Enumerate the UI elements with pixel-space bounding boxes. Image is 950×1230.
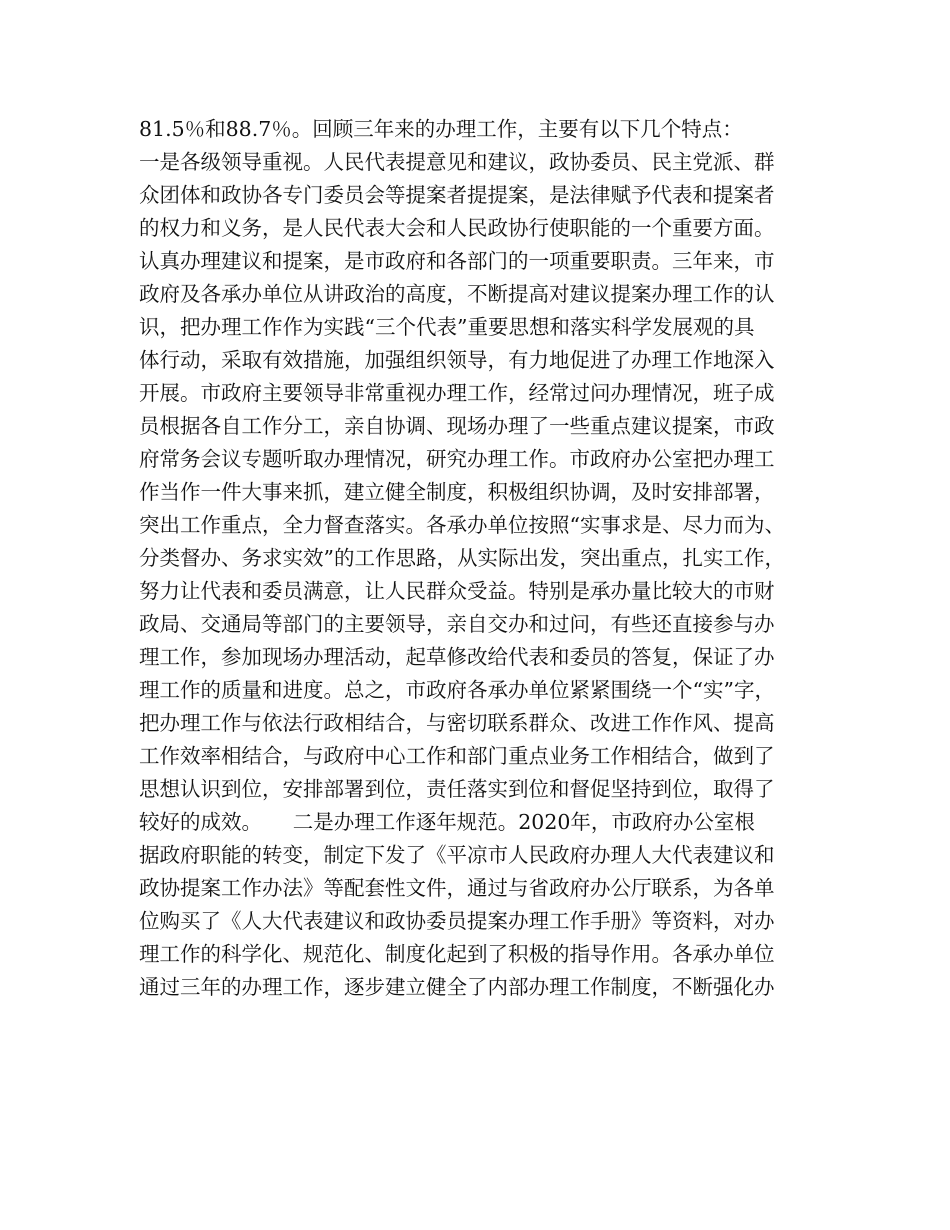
text-line-15: 努力让代表和委员满意，让人民群众受益。特别是承办量比较大的市财 <box>139 579 775 603</box>
text-line-26: 理工作的科学化、规范化、制度化起到了积极的指导作用。各承办单位 <box>139 942 775 966</box>
text-line-5: 认真办理建议和提案，是市政府和各部门的一项重要职责。三年来，市 <box>139 249 775 273</box>
body-text <box>139 113 829 1004</box>
text-line-14: 分类督办、务求实效”的工作思路，从实际出发，突出重点，扎实工作， <box>139 546 785 570</box>
text-line-19: 把办理工作与依法行政相结合，与密切联系群众、改进工作作风、提高 <box>139 711 775 735</box>
text-line-13: 突出工作重点，全力督查落实。各承办单位按照“实事求是、尽力而为、 <box>139 513 785 537</box>
text-line-7: 识，把办理工作作为实践“三个代表”重要思想和落实科学发展观的具 <box>139 315 755 339</box>
text-line-9: 开展。市政府主要领导非常重视办理工作，经常过问办理情况，班子成 <box>139 381 775 405</box>
text-line-4: 的权力和义务，是人民代表大会和人民政协行使职能的一个重要方面。 <box>139 216 775 240</box>
text-line-11: 府常务会议专题听取办理情况，研究办理工作。市政府办公室把办理工 <box>139 447 775 471</box>
text-line-23: 据政府职能的转变，制定下发了《平凉市人民政府办理人大代表建议和 <box>139 843 775 867</box>
text-line-20: 工作效率相结合，与政府中心工作和部门重点业务工作相结合，做到了 <box>139 744 775 768</box>
text-line-12: 作当作一件大事来抓，建立健全制度，积极组织协调，及时安排部署， <box>139 480 775 504</box>
text-line-17: 理工作，参加现场办理活动，起草修改给代表和委员的答复，保证了办 <box>139 645 775 669</box>
text-line-21: 思想认识到位，安排部署到位，责任落实到位和督促坚持到位，取得了 <box>139 777 775 801</box>
text-line-2: 一是各级领导重视。人民代表提意见和建议，政协委员、民主党派、群 <box>139 150 775 174</box>
text-line-3: 众团体和政协各专门委员会等提案者提提案，是法律赋予代表和提案者 <box>139 183 775 207</box>
text-line-10: 员根据各自工作分工，亲自协调、现场办理了一些重点建议提案，市政 <box>139 414 775 438</box>
text-line-24: 政协提案工作办法》等配套性文件，通过与省政府办公厅联系，为各单 <box>139 876 775 900</box>
text-line-6: 政府及各承办单位从讲政治的高度，不断提高对建议提案办理工作的认 <box>139 282 775 306</box>
text-line-18: 理工作的质量和进度。总之，市政府各承办单位紧紧围绕一个“实”字， <box>139 678 775 702</box>
text-line-1: 81.5％和88.7％。回顾三年来的办理工作，主要有以下几个特点： <box>139 117 743 141</box>
text-line-27: 通过三年的办理工作，逐步建立健全了内部办理工作制度，不断强化办 <box>139 975 775 999</box>
text-line-16: 政局、交通局等部门的主要领导，亲自交办和过问，有些还直接参与办 <box>139 612 775 636</box>
text-line-22: 较好的成效。 二是办理工作逐年规范。2020年，市政府办公室根 <box>139 810 755 834</box>
text-line-25: 位购买了《人大代表建议和政协委员提案办理工作手册》等资料，对办 <box>139 909 775 933</box>
text-line-8: 体行动，采取有效措施，加强组织领导，有力地促进了办理工作地深入 <box>139 348 775 372</box>
